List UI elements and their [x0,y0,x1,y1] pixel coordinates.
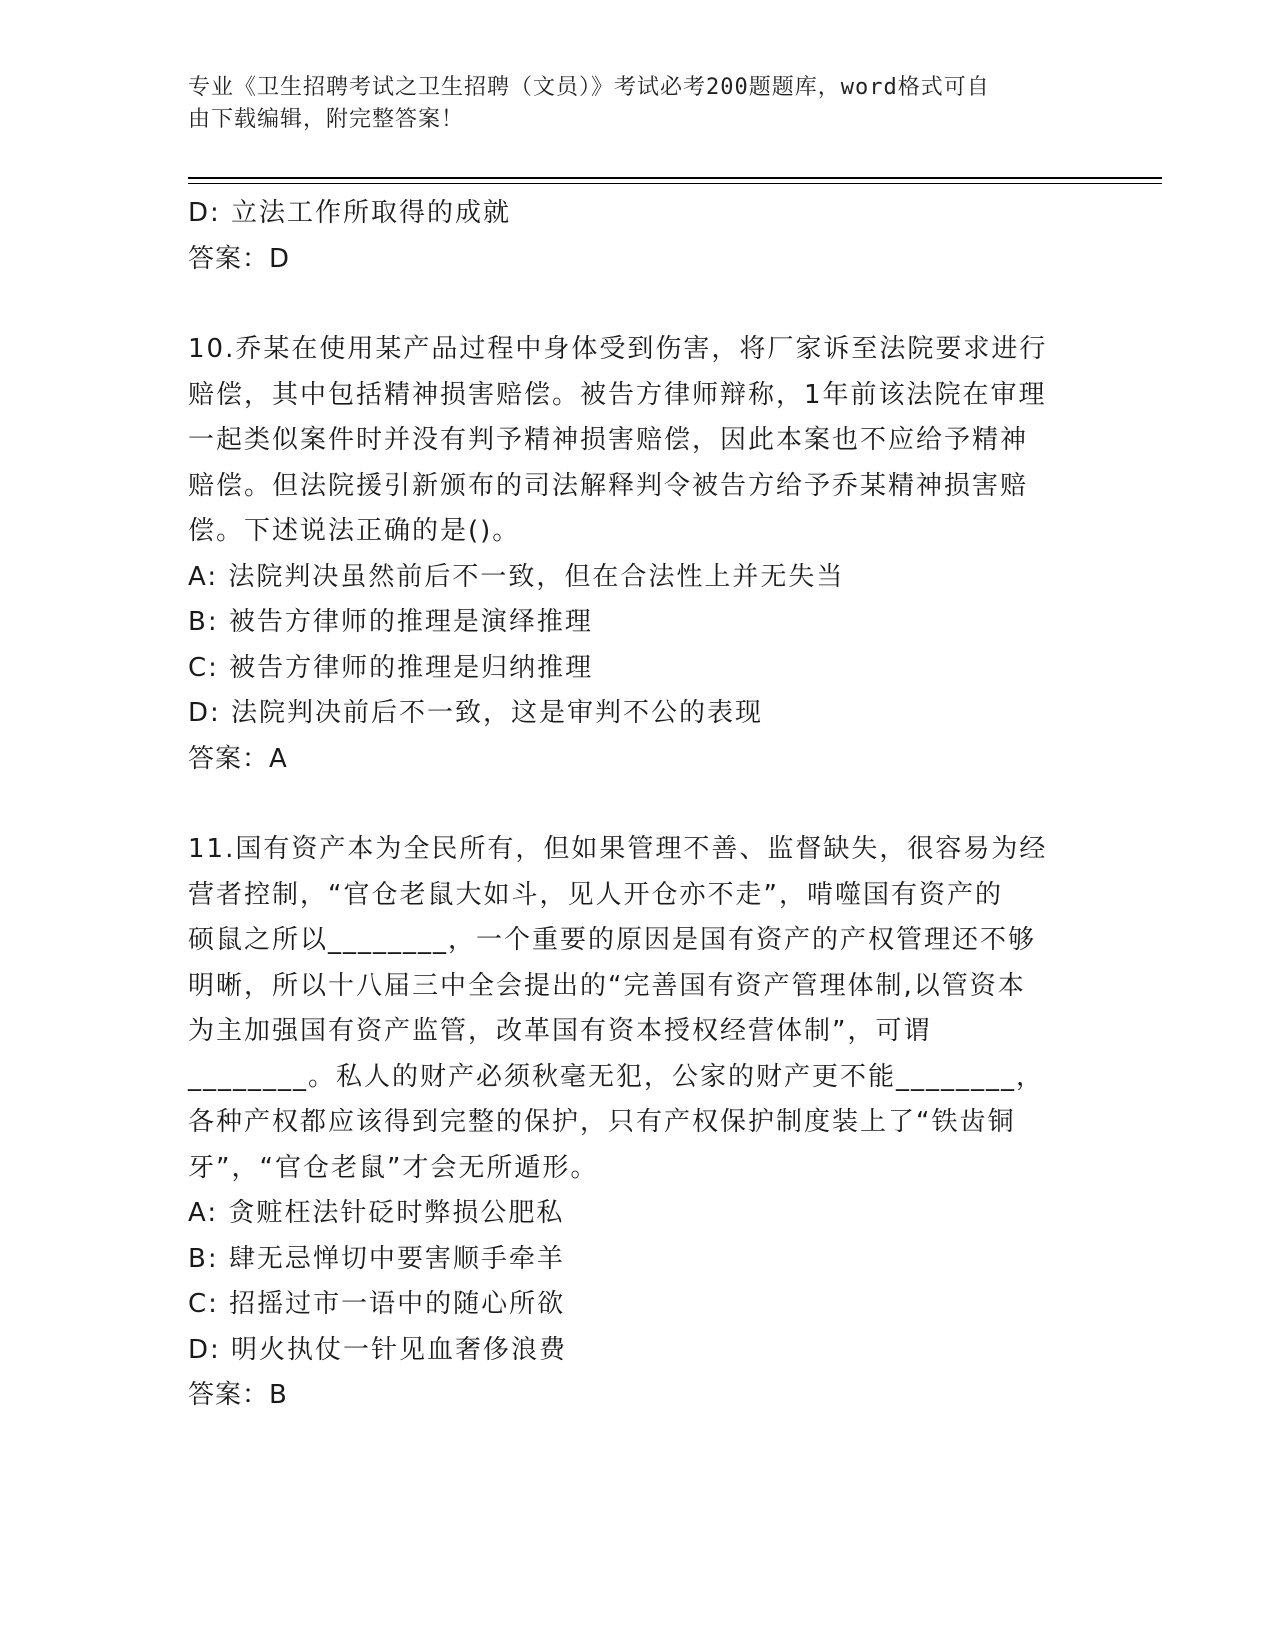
option-a: A: 法院判决虽然前后不一致，但在合法性上并无失当 [188,561,845,592]
option-a: A: 贪赃枉法针砭时弊损公肥私 [188,1198,565,1228]
document-header [188,72,1068,136]
answer-line: 答案：D [188,243,291,274]
header-line-2: 由下载编辑，附完整答案！ [188,107,465,132]
spacer [188,282,1088,327]
option-c: C: 被告方律师的推理是归纳推理 [188,652,594,683]
stem-line: 一起类似案件时并没有判予精神损害赔偿，因此本案也不应给予精神 [188,425,1029,455]
document-body [188,191,1088,1419]
answer-line: 答案：B [188,1380,288,1410]
header-line-1: 专业《卫生招聘考试之卫生招聘（文员）》考试必考200题题库，word格式可自 [188,75,990,100]
stem-line: 赔偿。但法院援引新颁布的司法解释判令被告方给予乔某精神损害赔 [188,470,1029,501]
stem-line: 11.国有资产本为全民所有，但如果管理不善、监督缺失，很容易为经 [188,834,1048,864]
option-b: B: 被告方律师的推理是演绎推理 [188,607,593,637]
stem-line: 为主加强国有资产监管，改革国有资本授权经营体制”，可谓 [188,1016,932,1046]
spacer [188,782,1088,827]
stem-line: 各种产权都应该得到完整的保护，只有产权保护制度装上了“铁齿铜 [188,1107,1016,1137]
question-11 [188,827,1088,1419]
stem-line: ________。私人的财产必须秋毫无犯，公家的财产更不能________， [188,1061,1045,1092]
option-c: C: 招摇过市一语中的随心所欲 [188,1289,566,1319]
question-stem [188,327,1088,555]
header-divider-thin [188,183,1162,184]
stem-line: 明晰，所以十八届三中全会提出的“完善国有资产管理体制,以管资本 [188,970,1026,1001]
answer-line: 答案：A [188,743,288,774]
question-9-tail [188,191,1088,282]
question-stem [188,827,1088,1191]
stem-line: 硕鼠之所以________，一个重要的原因是国有资产的产权管理还不够 [188,925,1037,955]
header-divider-thick [188,177,1162,179]
stem-line: 10.乔某在使用某产品过程中身体受到伤害，将厂家诉至法院要求进行 [188,334,1048,364]
stem-line: 牙”，“官仓老鼠”才会无所遁形。 [188,1152,599,1183]
option-d: D: 明火执仗一针见血奢侈浪费 [188,1334,568,1365]
stem-line: 营者控制，“官仓老鼠大如斗，见人开仓亦不走”，啃噬国有资产的 [188,879,1003,910]
option-d: D: 立法工作所取得的成就 [188,198,512,228]
stem-line: 偿。下述说法正确的是()。 [188,516,521,546]
option-d: D: 法院判决前后不一致，这是审判不公的表现 [188,698,764,728]
stem-line: 赔偿，其中包括精神损害赔偿。被告方律师辩称，1年前该法院在审理 [188,379,1047,410]
question-10 [188,327,1088,782]
option-b: B: 肆无忌惮切中要害顺手牵羊 [188,1243,565,1274]
